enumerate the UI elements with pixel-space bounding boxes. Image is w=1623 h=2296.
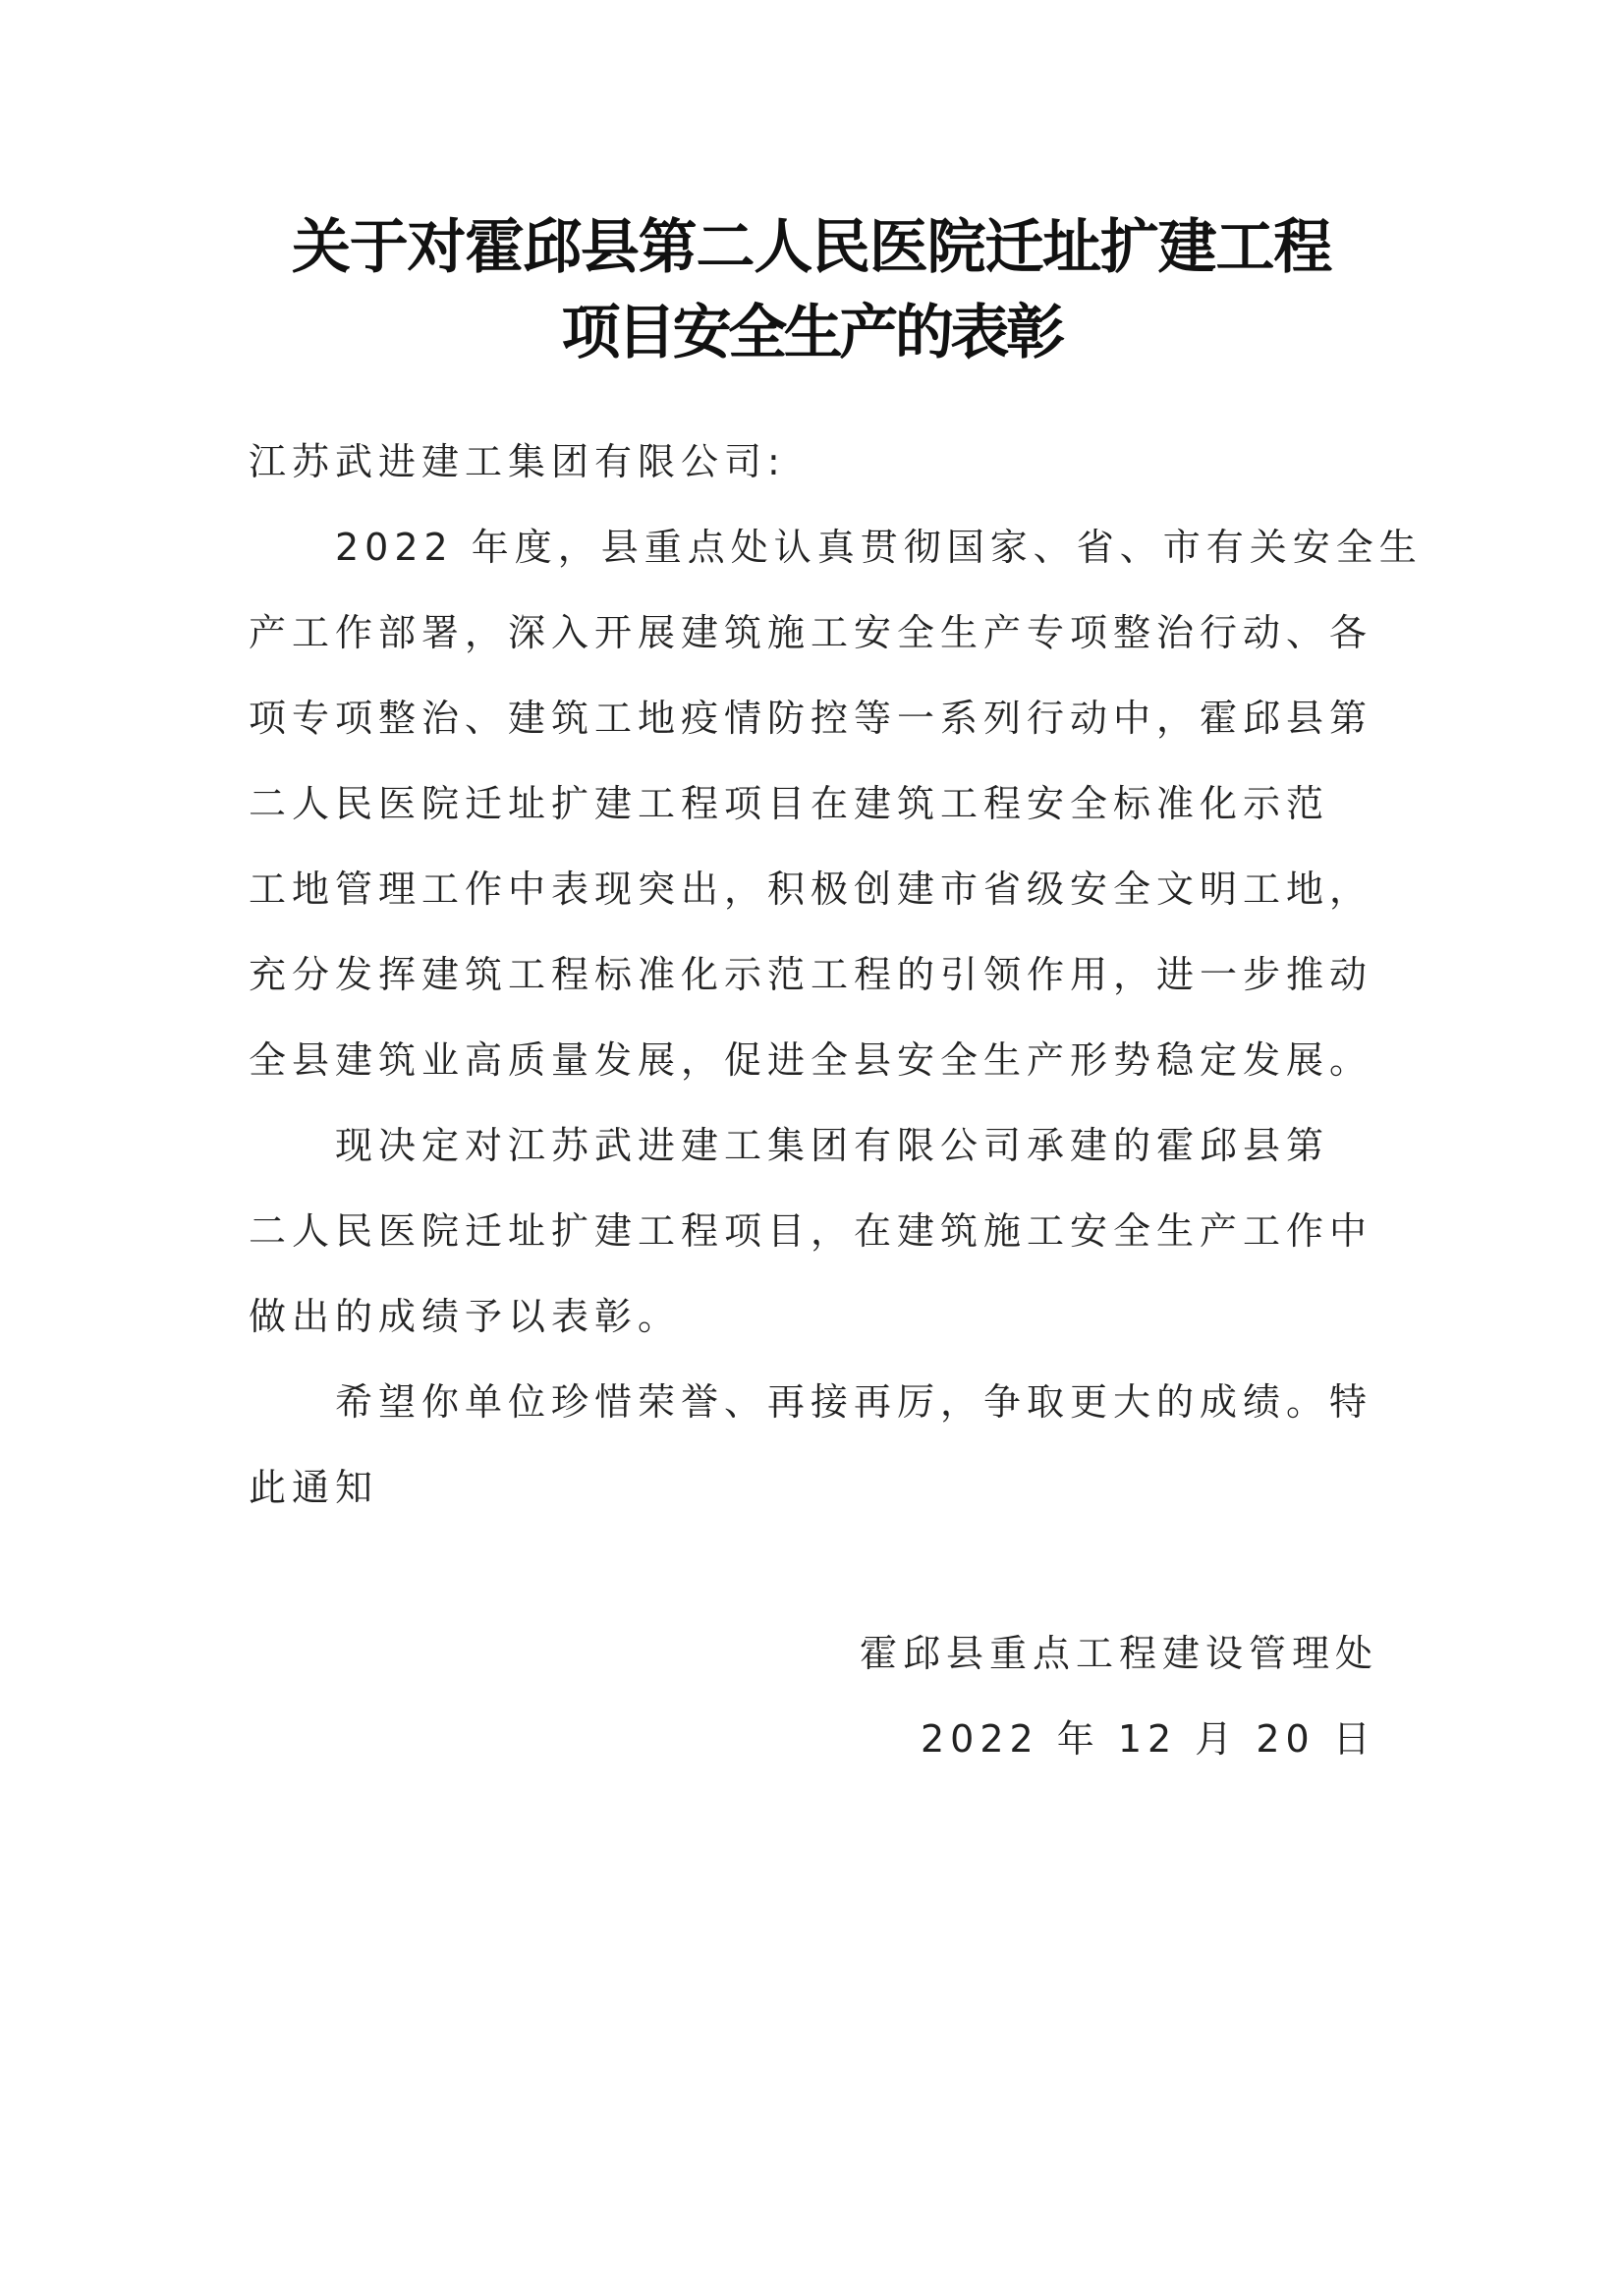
paragraph-1-line-6: 充分发挥建筑工程标准化示范工程的引领作用，进一步推动 [249,953,1373,996]
issue-date: 2022 年 12 月 20 日 [921,1717,1376,1761]
paragraph-2-line-2: 二人民医院迁址扩建工程项目，在建筑施工安全生产工作中 [249,1209,1373,1253]
document-title-line-2: 项目安全生产的表彰 [561,299,1062,367]
issuer-name: 霍邱县重点工程建设管理处 [860,1632,1379,1675]
paragraph-2-line-3: 做出的成绩予以表彰。 [249,1295,682,1338]
paragraph-2-line-1: 现决定对江苏武进建工集团有限公司承建的霍邱县第 [335,1124,1330,1167]
paragraph-3-line-1: 希望你单位珍惜荣誉、再接再厉，争取更大的成绩。特 [335,1380,1373,1424]
paragraph-3-line-2: 此通知 [249,1466,379,1509]
document-title-line-1: 关于对霍邱县第二人民医院迁址扩建工程 [292,213,1331,282]
paragraph-1-line-3: 项专项整治、建筑工地疫情防控等一系列行动中，霍邱县第 [249,697,1373,740]
paragraph-1-line-5: 工地管理工作中表现突出，积极创建市省级安全文明工地， [249,868,1373,911]
paragraph-1-line-7: 全县建筑业高质量发展，促进全县安全生产形势稳定发展。 [249,1038,1373,1082]
paragraph-1-line-1: 2022 年度，县重点处认真贯彻国家、省、市有关安全生 [335,526,1423,569]
paragraph-1-line-4: 二人民医院迁址扩建工程项目在建筑工程安全标准化示范 [249,782,1330,825]
salutation: 江苏武进建工集团有限公司: [249,440,786,483]
paragraph-1-line-2: 产工作部署，深入开展建筑施工安全生产专项整治行动、各 [249,611,1373,654]
